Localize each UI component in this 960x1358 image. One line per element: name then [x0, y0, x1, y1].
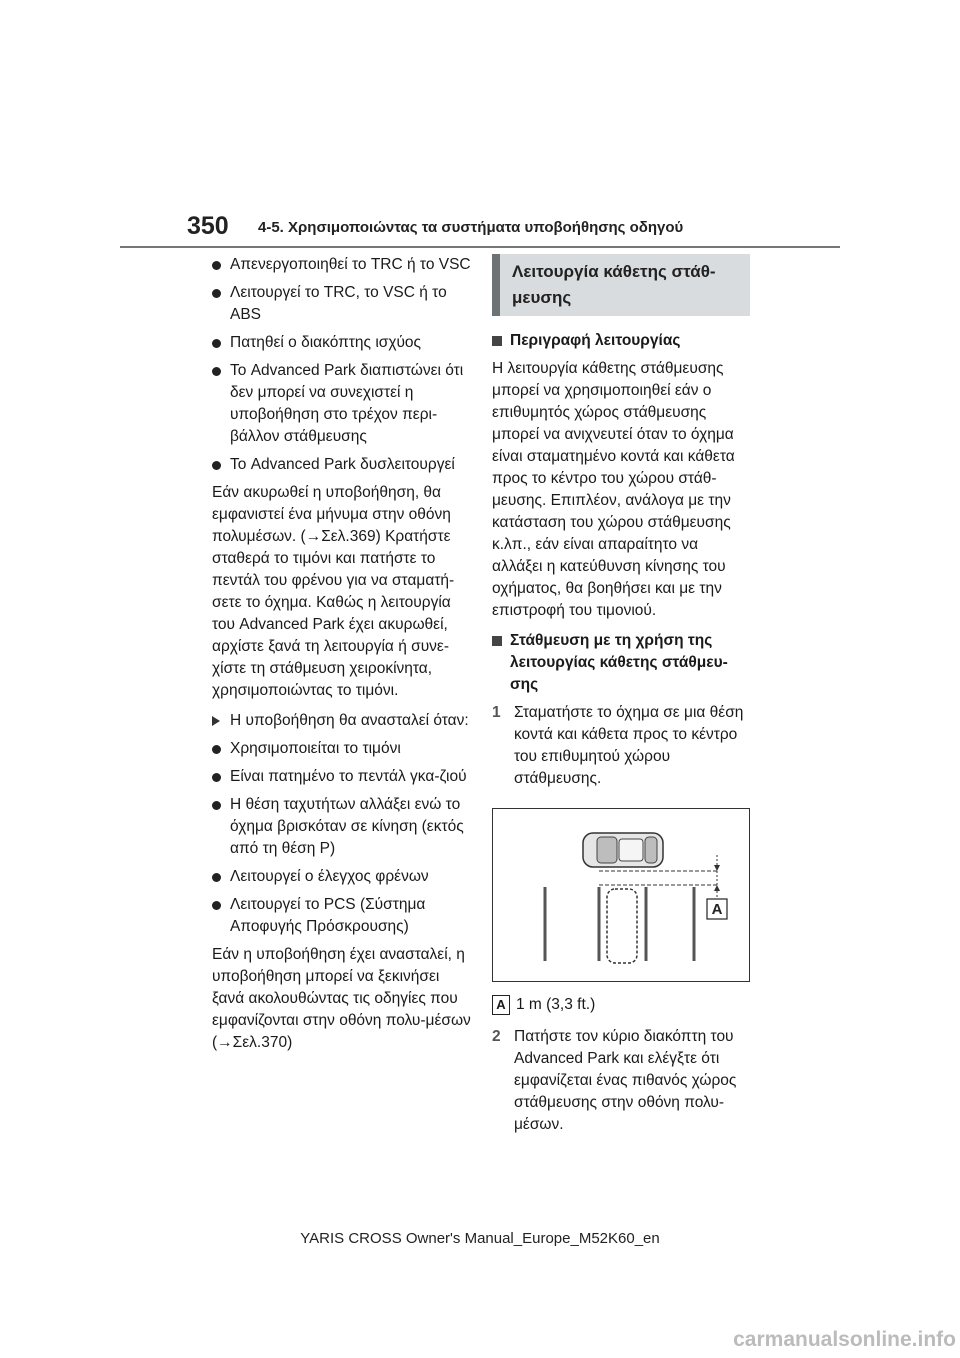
suspend-text: Η υποβοήθηση θα ανασταλεί όταν: [230, 712, 469, 729]
triangle-arrow-icon [212, 716, 220, 726]
bullet-text: Είναι πατημένο το πεντάλ γκα-ζιού [230, 768, 467, 785]
bullet-text: Λειτουργεί το TRC, το VSC ή το ABS [230, 284, 447, 323]
step-number: 2 [492, 1028, 501, 1045]
page-number: 350 [187, 212, 229, 240]
bullet-item [212, 738, 474, 760]
bullet-item [212, 254, 474, 276]
description-paragraph: Η λειτουργία κάθετης στάθμευσης μπορεί να χρησιμοποιηθεί εάν ο επιθυμητός χώρος στάθμευσης μπορεί να ανιχνευτεί όταν το όχημα είναι σταματημένο κοντά και κάθετα προς το κέντρο του χώρου στάθ-μευσης. Επιπλέον, ανάλογα με την κατάσταση του χώρου στάθμευσης κ.λπ., εάν είναι απαραίτητο να αλλάξει η κατεύθυνση κίνησης του οχήματος, θα βοηθήσει και με την επιστροφή του τιμονιού. [492, 360, 735, 619]
bullet-icon [212, 873, 221, 882]
bullet-text: Πατηθεί ο διακόπτης ισχύος [230, 334, 422, 351]
bullet-item [212, 794, 474, 860]
section-title: 4-5. Χρησιμοποιώντας τα συστήματα υποβοήθησης οδηγού [258, 219, 684, 236]
step-2 [492, 1026, 750, 1136]
bullet-icon [212, 261, 221, 270]
perpendicular-parking-heading: Λειτουργία κάθετης στάθ-μευσης [492, 254, 750, 316]
dimension-arrow [714, 885, 720, 891]
resume-paragraph: Εάν η υποβοήθηση έχει ανασταλεί, η υποβοήθηση μπορεί να ξεκινήσει ξανά ακολουθώντας τις οδηγίες που εμφανίζονται στην οθόνη πολυ-μέσων (→Σελ.370) [212, 946, 471, 1051]
bullet-item [212, 766, 474, 788]
bullet-icon [212, 745, 221, 754]
step-text: Σταματήστε το όχημα σε μια θέση κοντά και κάθετα προς το κέντρο του επιθυμητού χώρου στάθμευσης. [514, 704, 744, 787]
bullet-item [212, 332, 474, 354]
bullet-text: Απενεργοποιηθεί το TRC ή το VSC [230, 256, 471, 273]
bullet-text: Το Advanced Park διαπιστώνει ότι δεν μπορεί να συνεχιστεί η υποβοήθηση στο τρέχον περι-βάλλον στάθμευσης [230, 362, 464, 445]
bullet-icon [212, 367, 221, 376]
legend-text: 1 m (3,3 ft.) [516, 996, 596, 1013]
suspend-item [212, 710, 474, 732]
bullet-text: Χρησιμοποιείται το τιμόνι [230, 740, 401, 757]
bullet-item [212, 894, 474, 938]
bullet-icon [212, 773, 221, 782]
cancel-paragraph: Εάν ακυρωθεί η υποβοήθηση, θα εμφανιστεί ένα μήνυμα στην οθόνη πολυμέσων. (→Σελ.369) Κρατήστε σταθερά το τιμόνι και πατήστε το πεντάλ του φρένου για να σταματή-σετε το όχημα. Καθώς η λειτουργία του Advanced Park έχει ακυρωθεί, αρχίστε ξανά τη λειτουργία ή συνε-χίστε τη στάθμευση χειροκίνητα, χρησιμοποιώντας το τιμόνι. [212, 484, 455, 699]
dimension-arrow [714, 865, 720, 871]
bullet-item [212, 866, 474, 888]
bullet-icon [212, 289, 221, 298]
footer-text: YARIS CROSS Owner's Manual_Europe_M52K60_en [300, 1230, 660, 1247]
left-column [212, 254, 474, 1062]
parking-diagram [492, 808, 750, 982]
bullet-icon [212, 339, 221, 348]
bullet-item [212, 454, 474, 476]
legend-badge: A [492, 995, 510, 1015]
subheading-description [492, 330, 750, 352]
car-icon [583, 833, 663, 867]
parking-diagram-illustration [493, 809, 749, 981]
bullet-text: Λειτουργεί ο έλεγχος φρένων [230, 868, 429, 885]
bullet-icon [212, 801, 221, 810]
bullet-icon [212, 461, 221, 470]
bullet-text: Λειτουργεί το PCS (Σύστημα Αποφυγής Πρόσκρουσης) [230, 896, 426, 935]
subheading-parking-procedure [492, 630, 750, 696]
bullet-icon [212, 901, 221, 910]
legend-item [492, 994, 750, 1016]
header-rule [120, 246, 840, 248]
subheading-text: Περιγραφή λειτουργίας [510, 332, 681, 349]
square-bullet-icon [492, 636, 502, 646]
step-1 [492, 702, 750, 790]
right-column [492, 254, 750, 1144]
bullet-item [212, 360, 474, 448]
watermark: carmanualsonline.info [733, 1328, 956, 1351]
bullet-item [212, 282, 474, 326]
bullet-text: Το Advanced Park δυσλειτουργεί [230, 456, 455, 473]
diagram-label: A [711, 901, 723, 918]
square-bullet-icon [492, 336, 502, 346]
step-number: 1 [492, 704, 501, 721]
subheading-text: Στάθμευση με τη χρήση της λειτουργίας κάθετης στάθμευ-σης [510, 632, 728, 693]
step-text: Πατήστε τον κύριο διακόπτη του Advanced Park και ελέγξτε ότι εμφανίζεται ένας πιθανός χώρος στάθμευσης στην οθόνη πολυ-μέσων. [514, 1028, 737, 1133]
bullet-text: Η θέση ταχυτήτων αλλάξει ενώ το όχημα βρισκόταν σε κίνηση (εκτός από τη θέση P) [230, 796, 464, 857]
target-space-outline [607, 889, 637, 963]
